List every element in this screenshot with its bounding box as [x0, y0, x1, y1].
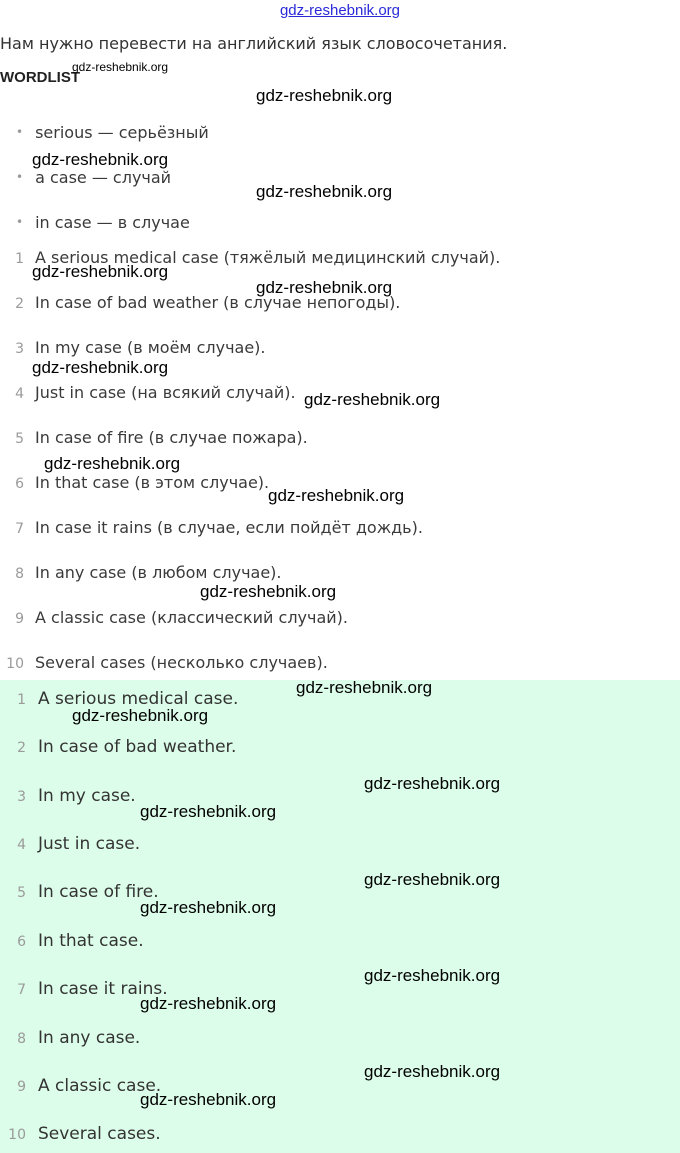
watermark: gdz-reshebnik.org: [140, 1090, 277, 1109]
watermark: gdz-reshebnik.org: [364, 870, 501, 889]
row-number: 7: [17, 982, 26, 998]
row-text: In any case.: [38, 1028, 141, 1048]
row-text: In my case (в моём случае).: [35, 338, 266, 357]
row-number: 1: [15, 251, 24, 267]
row-text: Several cases (несколько случаев).: [35, 653, 328, 672]
row-text: A classic case (классический случай).: [35, 608, 348, 627]
wordlist-item: [16, 168, 171, 187]
row-number: 3: [15, 341, 24, 357]
row-text: In case it rains (в случае, если пойдёт дождь).: [35, 518, 423, 537]
row-number: 5: [17, 885, 26, 901]
row-text: In that case.: [38, 931, 144, 951]
row-number: 4: [17, 837, 26, 853]
bullet-dot-icon: •: [16, 170, 24, 184]
answer-row: [0, 882, 159, 902]
watermark: gdz-reshebnik.org: [256, 278, 393, 297]
row-number: 8: [15, 566, 24, 582]
wordlist-item-text: in case — в случае: [35, 213, 190, 232]
row-number: 8: [17, 1031, 26, 1047]
watermark: gdz-reshebnik.org: [140, 802, 277, 821]
exercise-row: [0, 608, 348, 627]
row-number: 9: [15, 611, 24, 627]
row-text: Just in case (на всякий случай).: [35, 383, 296, 402]
watermark: gdz-reshebnik.org: [200, 582, 337, 601]
row-text: Just in case.: [38, 834, 141, 854]
watermark: gdz-reshebnik.org: [44, 454, 181, 473]
bullet-dot-icon: •: [16, 215, 24, 229]
answer-row: [0, 1028, 140, 1048]
watermark: gdz-reshebnik.org: [364, 774, 501, 793]
watermark: gdz-reshebnik.org: [364, 966, 501, 985]
exercise-row: [0, 563, 282, 582]
answer-row: [0, 1124, 161, 1144]
watermark: gdz-reshebnik.org: [72, 60, 169, 74]
row-number: 5: [15, 431, 24, 447]
answer-row: [0, 737, 236, 757]
row-text: In that case (в этом случае).: [35, 473, 270, 492]
row-text: Several cases.: [38, 1124, 161, 1144]
watermark: gdz-reshebnik.org: [256, 86, 393, 105]
bullet-dot-icon: •: [16, 125, 24, 139]
exercise-row: [0, 383, 296, 402]
intro-text: Нам нужно перевести на английский язык словосочетания.: [0, 34, 508, 53]
row-number: 3: [17, 789, 26, 805]
row-number: 4: [15, 386, 24, 402]
row-text: A serious medical case (тяжёлый медицинский случай).: [35, 248, 501, 267]
row-text: In case of bad weather.: [38, 737, 237, 757]
row-text: In case of fire.: [38, 882, 159, 902]
watermark: gdz-reshebnik.org: [140, 898, 277, 917]
row-number: 6: [17, 934, 26, 950]
row-number: 1: [17, 692, 26, 708]
exercise-row: [0, 338, 266, 357]
row-number: 10: [8, 1127, 26, 1143]
watermark: gdz-reshebnik.org: [72, 706, 209, 725]
row-text: In case it rains.: [38, 979, 168, 999]
row-text: A serious medical case.: [38, 689, 239, 709]
row-number: 2: [17, 740, 26, 756]
row-text: In case of bad weather (в случае непогоды).: [35, 293, 401, 312]
wordlist-item: [16, 213, 190, 232]
wordlist-item-text: serious — серьёзный: [35, 123, 209, 142]
watermark: gdz-reshebnik.org: [296, 678, 433, 697]
row-text: In any case (в любом случае).: [35, 563, 282, 582]
answer-row: [0, 1076, 161, 1096]
watermark: gdz-reshebnik.org: [364, 1062, 501, 1081]
row-text: A classic case.: [38, 1076, 162, 1096]
exercise-row: [0, 473, 269, 492]
row-text: In case of fire (в случае пожара).: [35, 428, 308, 447]
exercise-row: [0, 518, 423, 537]
row-number: 10: [6, 656, 24, 672]
row-number: 2: [15, 296, 24, 312]
answer-row: [0, 786, 136, 806]
wordlist-heading: WORDLIST: [0, 69, 80, 86]
watermark: gdz-reshebnik.org: [32, 358, 169, 377]
row-number: 6: [15, 476, 24, 492]
watermark: gdz-reshebnik.org: [268, 486, 405, 505]
row-text: In my case.: [38, 786, 136, 806]
watermark: gdz-reshebnik.org: [256, 182, 393, 201]
answer-row: [0, 834, 140, 854]
watermark: gdz-reshebnik.org: [32, 262, 169, 281]
wordlist-item: [16, 123, 209, 142]
answer-row: [0, 931, 144, 951]
watermark: gdz-reshebnik.org: [140, 994, 277, 1013]
watermark: gdz-reshebnik.org: [304, 390, 441, 409]
watermark: gdz-reshebnik.org: [32, 150, 169, 169]
row-number: 7: [15, 521, 24, 537]
exercise-row: [0, 653, 328, 672]
row-number: 9: [17, 1079, 26, 1095]
exercise-row: [0, 428, 308, 447]
site-link[interactable]: gdz-reshebnik.org: [279, 2, 401, 19]
wordlist-item-text: a case — случай: [35, 168, 172, 187]
